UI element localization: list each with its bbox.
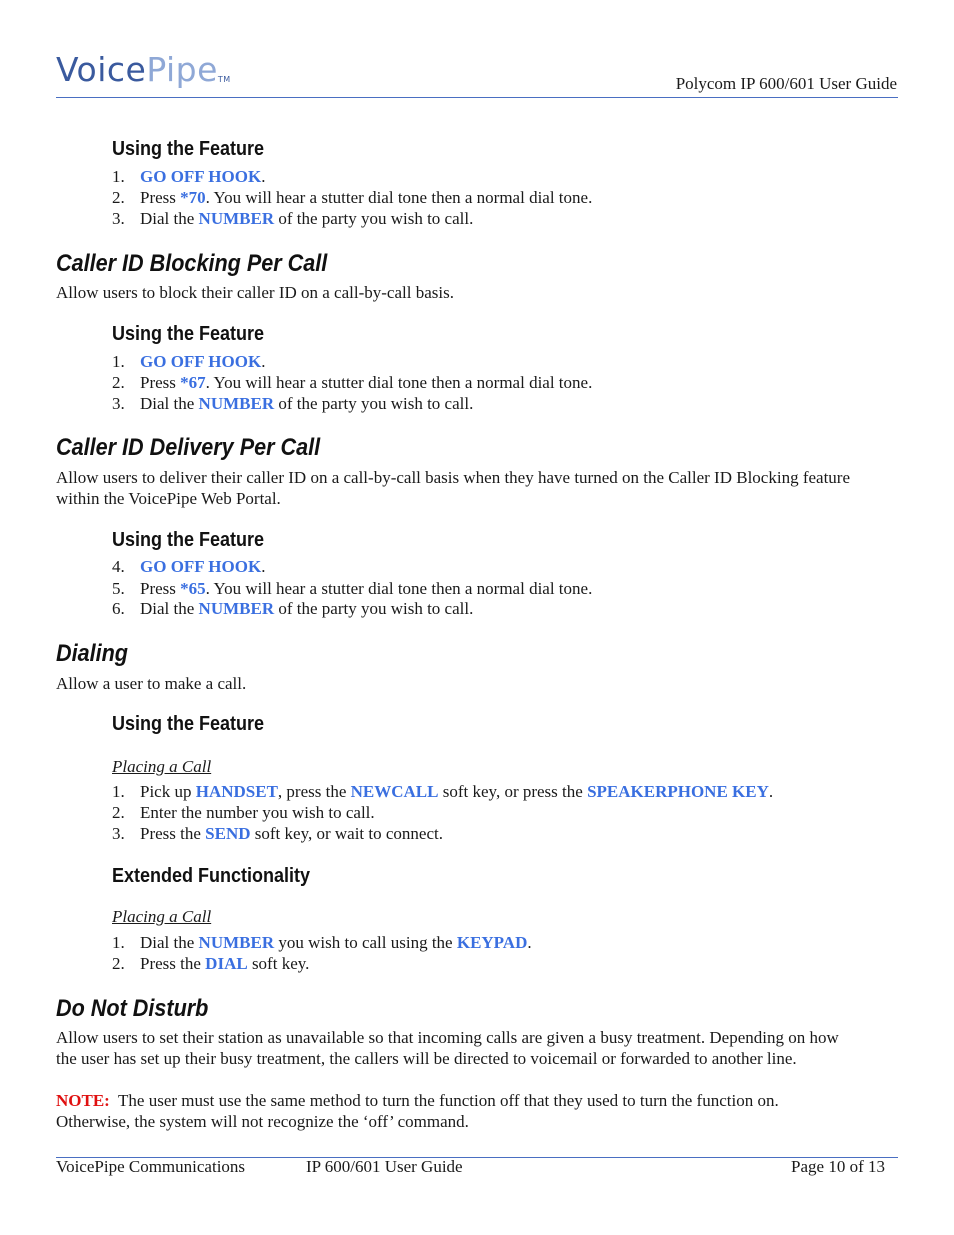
voicepipe-logo	[56, 50, 231, 90]
logo-text-pipe: Pipe	[146, 50, 218, 89]
section-description: Allow a user to make a call.	[56, 674, 247, 693]
sub-label-placing-call: Placing a Call	[112, 907, 212, 926]
section-title-dialing: Dialing	[56, 640, 129, 667]
footer-company: VoicePipe Communications	[56, 1157, 246, 1176]
sub-label-placing-call: Placing a Call	[112, 757, 212, 776]
document-title: Polycom IP 600/601 User Guide	[675, 74, 897, 93]
section-title-caller-id-delivery: Caller ID Delivery Per Call	[56, 434, 321, 461]
footer-guide-title: IP 600/601 User Guide	[306, 1157, 463, 1176]
logo-text-voice: Voice	[56, 50, 147, 89]
note-label: NOTE:	[56, 1091, 110, 1110]
subheading-using-feature: Using the Feature	[112, 138, 265, 160]
section-description: the user has set up their busy treatment, the callers will be directed to voicemail or forwarded to another line.	[56, 1049, 797, 1068]
section-description: Allow users to deliver their caller ID on a call-by-call basis when they have turned on the Caller ID Blocking feature	[56, 468, 851, 487]
section-description: Allow users to block their caller ID on a call-by-call basis.	[56, 283, 454, 302]
footer-page-number: Page 10 of 13	[791, 1157, 885, 1176]
subheading-using-feature: Using the Feature	[112, 713, 265, 735]
subheading-using-feature: Using the Feature	[112, 529, 265, 551]
note-paragraph-continued: Otherwise, the system will not recognize the ‘off’ command.	[56, 1112, 469, 1131]
section-title-caller-id-blocking: Caller ID Blocking Per Call	[56, 250, 328, 277]
note-paragraph: NOTE: The user must use the same method to turn the function off that they used to turn the function on.	[56, 1091, 779, 1110]
section-description: within the VoicePipe Web Portal.	[56, 489, 281, 508]
header-rule	[56, 97, 898, 98]
section-description: Allow users to set their station as unavailable so that incoming calls are given a busy treatment. Depending on how	[56, 1028, 839, 1047]
logo-trademark: TM	[217, 75, 231, 84]
subheading-using-feature: Using the Feature	[112, 323, 265, 345]
subheading-extended-functionality: Extended Functionality	[112, 865, 311, 887]
section-title-do-not-disturb: Do Not Disturb	[56, 995, 209, 1022]
